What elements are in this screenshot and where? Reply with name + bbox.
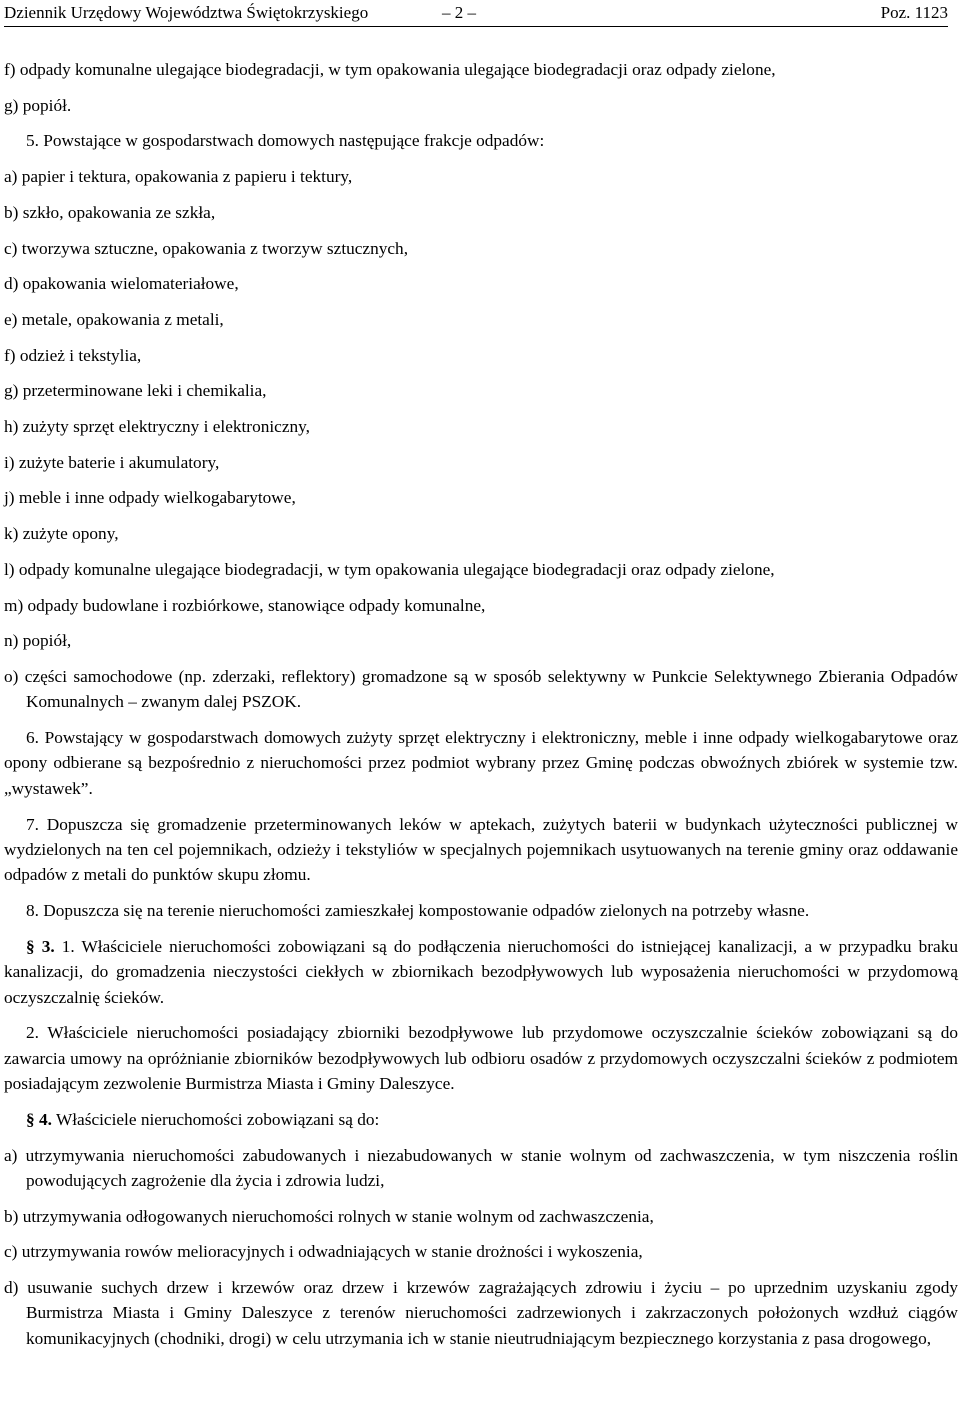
list-item: n) popiół,: [4, 631, 72, 651]
list-item: j) meble i inne odpady wielkogabarytowe,: [4, 488, 296, 508]
journal-title: Dziennik Urzędowy Województwa Świętokrzyskiego: [4, 3, 369, 22]
list-item: h) zużyty sprzęt elektryczny i elektroniczny,: [4, 417, 310, 437]
list-item: c) utrzymywania rowów melioracyjnych i odwadniających w stanie drożności i wykoszenia,: [4, 1242, 643, 1262]
list-item: k) zużyte opony,: [4, 524, 119, 544]
list-item: d) opakowania wielomateriałowe,: [4, 274, 239, 294]
list-item: a) utrzymywania nieruchomości zabudowanych i niezabudowanych w stanie wolnym od zachwaszczenia, w tym niszczenia roślin powodujących zagrożenie dla życia i zdrowia ludzi,: [4, 1145, 958, 1190]
section-4-intro: [4, 1107, 958, 1132]
list-item: a) papier i tektura, opakowania z papieru i tektury,: [4, 167, 353, 187]
document-body: [4, 57, 958, 1351]
list-item: d) usuwanie suchych drzew i krzewów oraz drzew i krzewów zagrażających zdrowiu i życiu – po uprzednim uzyskaniu zgody Burmistrza Miasta i Gminy Daleszyce z terenów nieruchomości zadrzewionych i zakrzaczonych położonych wzdłuż ciągów komunikacyjnych (chodniki, drogi) w celu utrzymania ich w stanie nieutrudniającym bezpiecznego korzystania z pasa drogowego,: [4, 1278, 958, 1348]
point-5-intro: 5. Powstające w gospodarstwach domowych następujące frakcje odpadów:: [26, 131, 545, 151]
section-3-point-2: 2. Właściciele nieruchomości posiadający zbiorniki bezodpływowe lub przydomowe oczyszczalnie ścieków zobowiązani są do zawarcia umowy na opróżnianie zbiorników bezodpływowych lub odbioru osadów z przydomowych oczyszczalni ścieków z podmiotem posiadającym zezwolenie Burmistrza Miasta i Gminy Daleszyce.: [4, 1023, 958, 1094]
header-divider: [4, 26, 948, 27]
point-8: 8. Dopuszcza się na terenie nieruchomości zamieszkałej kompostowanie odpadów zielonych na potrzeby własne.: [26, 901, 810, 921]
list-item: i) zużyte baterie i akumulatory,: [4, 452, 220, 472]
list-item: c) tworzywa sztuczne, opakowania z tworzyw sztucznych,: [4, 238, 409, 258]
point-6: 6. Powstający w gospodarstwach domowych zużyty sprzęt elektryczny i elektroniczny, meble i inne odpady wielkogabarytowe oraz opony odbierane są bezpośrednio z nieruchomości przez podmiot wybrany przez Gminę podczas obwoźnych zbiórek w systemie tzw. „wystawek”.: [4, 728, 958, 798]
section-4-text: Właściciele nieruchomości zobowiązani są do:: [55, 1109, 380, 1129]
section-3-point-1: [4, 934, 958, 1010]
list-item: o) części samochodowe (np. zderzaki, reflektory) gromadzone są w sposób selektywny w Punkcie Selektywnego Zbierania Odpadów Komunalnych – zwanym dalej PSZOK.: [4, 666, 958, 712]
page-number: – 2 –: [442, 3, 476, 22]
page-header: [4, 2, 948, 24]
list-item: g) popiół.: [4, 95, 72, 115]
section-number: § 3.: [26, 936, 55, 956]
list-item: f) odpady komunalne ulegające biodegradacji, w tym opakowania ulegające biodegradacji oraz odpady zielone,: [4, 60, 776, 79]
section-3-text: 1. Właściciele nieruchomości zobowiązani są do podłączenia nieruchomości do istniejącej kanalizacji, a w przypadku braku kanalizacji, do gromadzenia nieczystości ciekłych w zbiornikach bezodpływowych lub wyposażenia nieruchomości w przydomową oczyszczalnię ścieków.: [4, 936, 958, 1007]
list-item: l) odpady komunalne ulegające biodegradacji, w tym opakowania ulegające biodegradacji oraz odpady zielone,: [4, 559, 775, 579]
list-item: f) odzież i tekstylia,: [4, 345, 142, 365]
list-item: b) utrzymywania odłogowanych nieruchomości rolnych w stanie wolnym od zachwaszczenia,: [4, 1206, 654, 1226]
point-7: 7. Dopuszcza się gromadzenie przeterminowanych leków w aptekach, zużytych baterii w budynkach użyteczności publicznej w wydzielonych na ten cel pojemnikach, odzieży i tekstyliów w specjalnych pojemnikach usytuowanych na terenie gminy oraz oddawanie odpadów z metali do punktów skupu złomu.: [4, 814, 958, 885]
section-number: § 4.: [26, 1109, 52, 1129]
list-item: e) metale, opakowania z metali,: [4, 309, 224, 329]
list-item: g) przeterminowane leki i chemikalia,: [4, 381, 267, 401]
list-item: m) odpady budowlane i rozbiórkowe, stanowiące odpady komunalne,: [4, 595, 486, 615]
position-number: Poz. 1123: [880, 3, 948, 22]
list-item: b) szkło, opakowania ze szkła,: [4, 202, 216, 222]
